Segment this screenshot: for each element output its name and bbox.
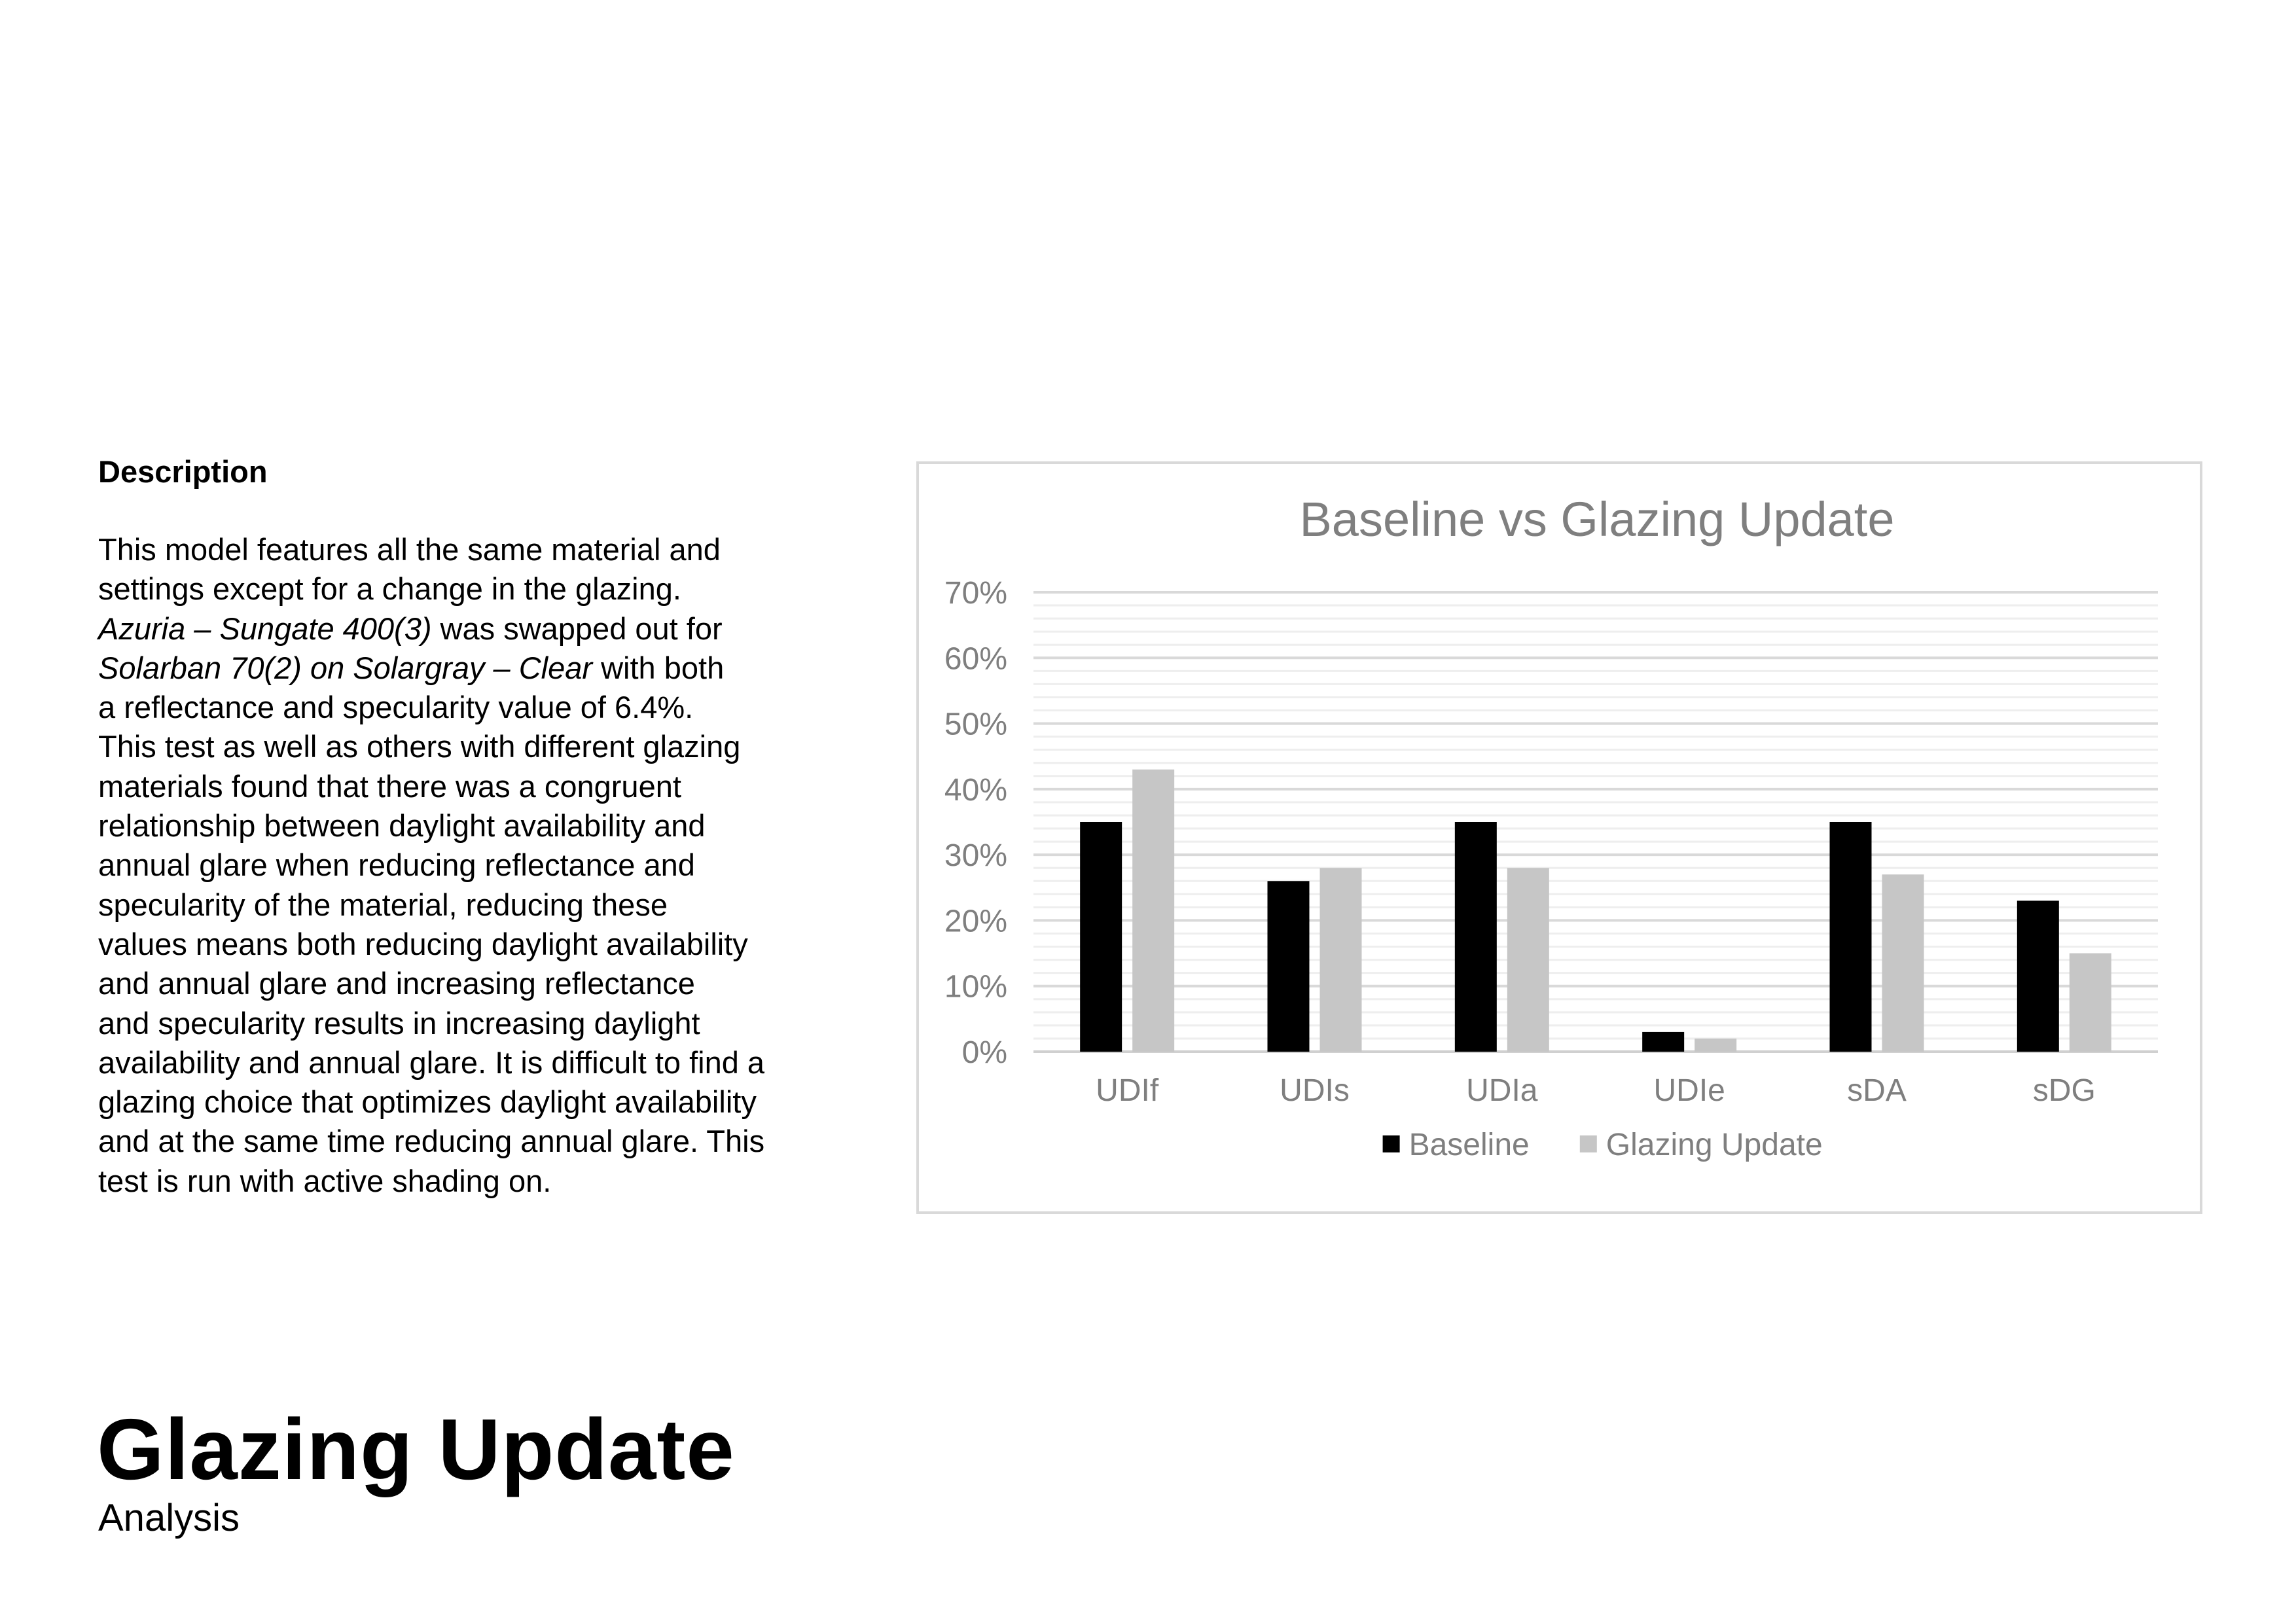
description-text: settings except for a change in the glazing. — [98, 571, 681, 607]
baseline-bar-sda — [1830, 822, 1872, 1052]
description-line — [98, 727, 838, 766]
description-text: test is run with active shading on. — [98, 1163, 552, 1198]
description-line — [98, 964, 838, 1003]
glazing-update-bar-udif — [1132, 770, 1174, 1052]
glazing-update-bar-udia — [1507, 868, 1549, 1052]
description-text: materials found that there was a congruent — [98, 768, 681, 804]
description-text: and at the same time reducing annual glare. This — [98, 1124, 765, 1159]
glazing-product-name: Solarban 70(2) on Solargray – Clear — [98, 650, 593, 685]
description-text: annual glare when reducing reflectance and — [98, 847, 695, 883]
baseline-bar-udie — [1642, 1032, 1684, 1052]
x-tick-label: UDIs — [1280, 1073, 1350, 1108]
description-line — [98, 1162, 838, 1201]
page-subtitle: Analysis — [98, 1497, 240, 1539]
description-text: availability and annual glare. It is difficult to find a — [98, 1044, 765, 1080]
chart-panel — [916, 461, 2202, 1214]
description-text: This test as well as others with different glazing — [98, 729, 741, 764]
description-text: This model features all the same material and — [98, 532, 721, 567]
y-tick-label: 30% — [944, 838, 1007, 874]
y-tick-label: 0% — [961, 1035, 1007, 1070]
description-text: and specularity results in increasing daylight — [98, 1005, 700, 1041]
description-line — [98, 846, 838, 885]
description-line — [98, 688, 838, 727]
bar-chart — [919, 464, 2200, 1211]
description-text: glazing choice that optimizes daylight availability — [98, 1084, 757, 1120]
description-line — [98, 530, 838, 569]
description-line — [98, 767, 838, 806]
page-title: Glazing Update — [97, 1401, 735, 1497]
description-text: a reflectance and specularity value of 6.4%. — [98, 690, 694, 725]
y-tick-label: 70% — [944, 576, 1007, 611]
legend-swatch-baseline — [1383, 1135, 1400, 1152]
description-text: with both — [592, 650, 725, 685]
legend-label: Glazing Update — [1605, 1128, 1823, 1162]
glazing-update-bar-sdg — [2070, 954, 2111, 1052]
glazing-update-bar-udie — [1695, 1039, 1736, 1052]
baseline-bar-udis — [1268, 881, 1310, 1052]
glazing-product-name: Azuria – Sungate 400(3) — [98, 611, 432, 646]
y-tick-label: 50% — [944, 707, 1007, 742]
description-text: specularity of the material, reducing these — [98, 887, 668, 922]
description-line — [98, 569, 838, 609]
legend-label: Baseline — [1408, 1128, 1530, 1162]
description-line — [98, 885, 838, 925]
description-line — [98, 1043, 838, 1082]
baseline-bar-udia — [1455, 822, 1497, 1052]
description-text: relationship between daylight availability and — [98, 808, 706, 844]
description-body — [98, 530, 838, 1201]
y-tick-label: 60% — [944, 641, 1007, 677]
description-text: and annual glare and increasing reflectance — [98, 966, 695, 1001]
description-line — [98, 1004, 838, 1043]
description-text: was swapped out for — [431, 611, 723, 646]
description-line — [98, 1122, 838, 1161]
x-tick-label: UDIa — [1466, 1073, 1538, 1108]
description-line — [98, 806, 838, 846]
x-tick-label: UDIe — [1653, 1073, 1725, 1108]
baseline-bar-udif — [1080, 822, 1122, 1052]
chart-title: Baseline vs Glazing Update — [1299, 492, 1895, 546]
x-tick-label: UDIf — [1096, 1073, 1159, 1108]
description-line — [98, 609, 838, 649]
y-tick-label: 10% — [944, 969, 1007, 1005]
baseline-bar-sdg — [2017, 901, 2059, 1052]
description-line — [98, 925, 838, 964]
description-line — [98, 649, 838, 688]
description-line — [98, 1082, 838, 1122]
glazing-update-bar-udis — [1320, 868, 1362, 1052]
description-heading: Description — [98, 454, 268, 489]
description-text: values means both reducing daylight availability — [98, 926, 748, 961]
legend-swatch-glazing-update — [1580, 1135, 1597, 1152]
x-tick-label: sDG — [2032, 1073, 2096, 1108]
x-tick-label: sDA — [1847, 1073, 1907, 1108]
glazing-update-bar-sda — [1882, 874, 1924, 1052]
y-tick-label: 20% — [944, 904, 1007, 939]
y-tick-label: 40% — [944, 772, 1007, 808]
